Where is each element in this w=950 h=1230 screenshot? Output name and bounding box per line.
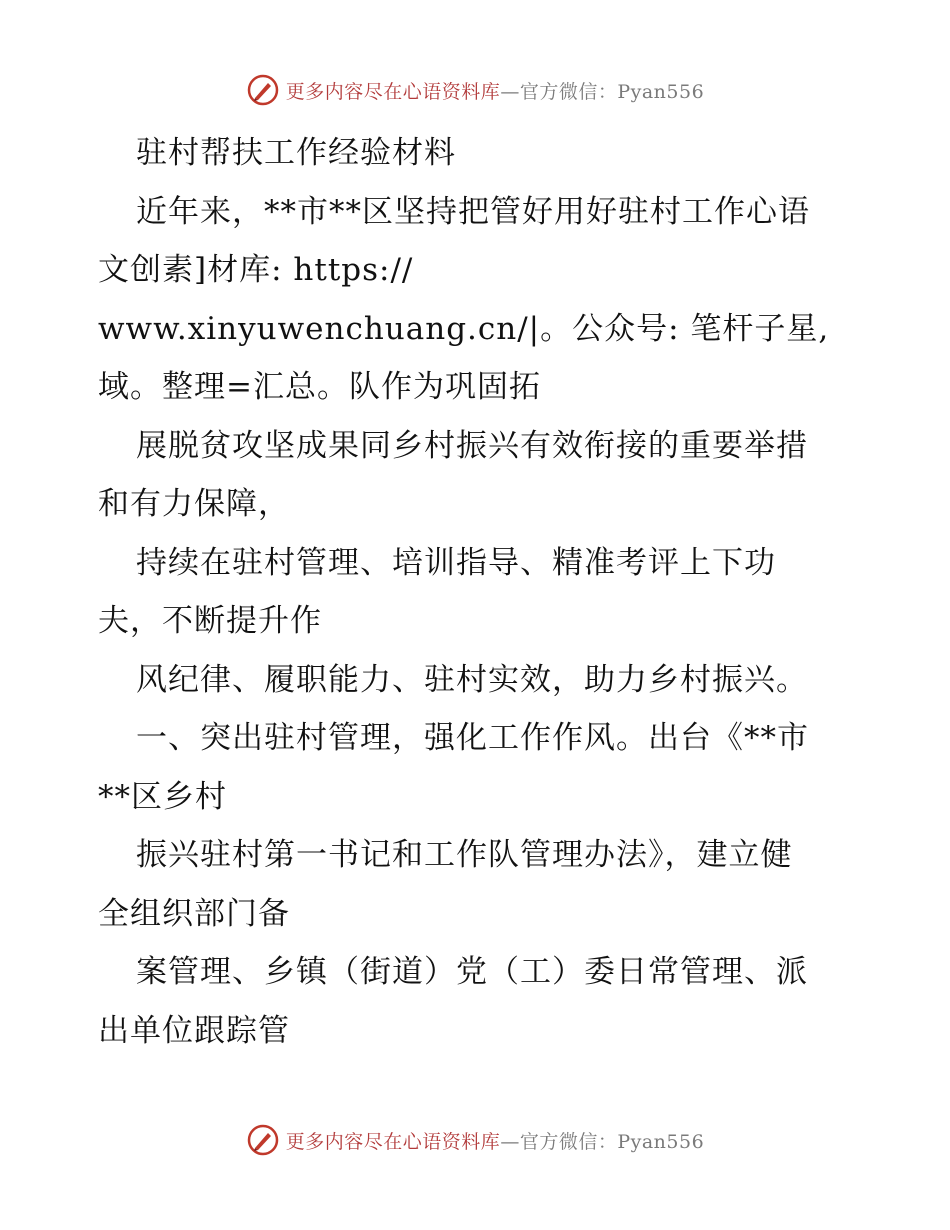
text-line: 文创素]材库: https:// (98, 252, 414, 288)
text-line: 振兴驻村第一书记和工作队管理办法》，建立健 (136, 837, 793, 873)
text-line: 近年来，**市**区坚持把管好用好驻村工作心语 (136, 193, 810, 230)
pen-logo-icon (246, 1123, 280, 1157)
banner-text (286, 77, 704, 104)
banner-wechat-id: Pyan556 (617, 1130, 705, 1153)
text-line: 一、突出驻村管理，强化工作作风。出台《**市 (136, 720, 809, 756)
text-line: 域。整理=汇总。队作为巩固拓 (98, 369, 541, 405)
header-banner (0, 70, 950, 110)
text-line: 展脱贫攻坚成果同乡村振兴有效衔接的重要举措 (136, 427, 808, 464)
banner-wechat-label: 官方微信： (519, 80, 618, 103)
banner-dash: — (500, 80, 520, 103)
pen-logo-icon (246, 73, 280, 107)
text-line: 和有力保障， (98, 486, 290, 522)
banner-main: 更多内容尽在心语资料库 (285, 80, 501, 103)
text-line: **区乡村 (98, 778, 227, 815)
text-line: 持续在驻村管理、培训指导、精准考评上下功 (136, 544, 776, 581)
banner-wechat-label: 官方微信： (519, 1130, 618, 1153)
document-body (98, 124, 858, 1060)
banner-text (286, 1127, 704, 1154)
text-line: 案管理、乡镇（街道）党（工）委日常管理、派 (136, 954, 808, 990)
banner-main: 更多内容尽在心语资料库 (285, 1130, 501, 1153)
footer-banner (0, 1120, 950, 1160)
text-line: 驻村帮扶工作经验材料 (136, 135, 456, 171)
text-line: 全组织部门备 (98, 895, 290, 932)
text-line: 出单位跟踪管 (98, 1012, 290, 1049)
text-line: www.xinyuwenchuang.cn/|。公众号: 笔杆子星, (98, 310, 830, 347)
text-line: 风纪律、履职能力、驻村实效，助力乡村振兴。 (136, 661, 808, 698)
banner-dash: — (500, 1130, 520, 1153)
banner-wechat-id: Pyan556 (617, 80, 705, 103)
text-line: 夫，不断提升作 (98, 603, 322, 639)
